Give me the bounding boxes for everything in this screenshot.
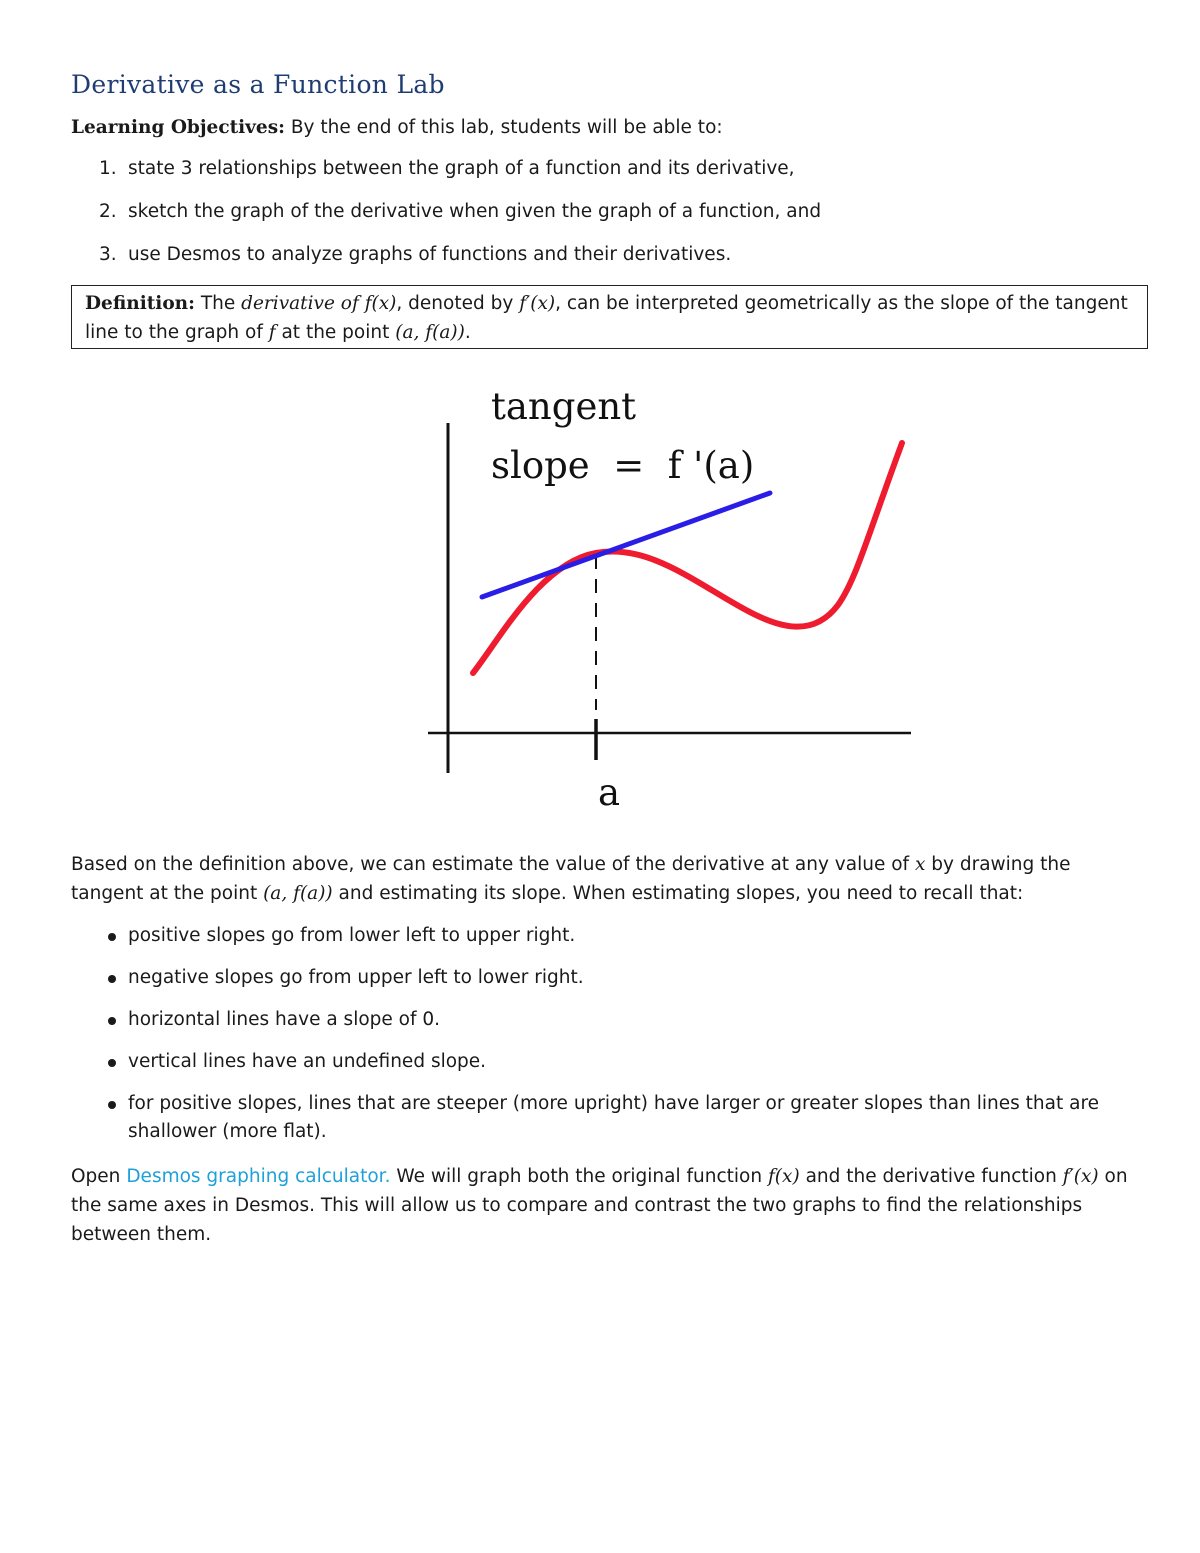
list-item xyxy=(71,964,1141,992)
list-item-text: vertical lines have an undefined slope. xyxy=(128,1051,487,1072)
paragraph-text: by drawing the tangent at the point xyxy=(71,854,1071,904)
tangent-line-diagram xyxy=(356,375,931,820)
math-f-prime-of-x: f′(x) xyxy=(1062,1166,1099,1187)
list-item-text: negative slopes go from upper left to lower right. xyxy=(128,967,584,988)
list-item-text: use Desmos to analyze graphs of functions and their derivatives. xyxy=(128,244,732,265)
paragraph-text: on the same axes in Desmos. This will allow us to compare and contrast the two graphs to find the relationships between them. xyxy=(71,1166,1128,1245)
bullet-icon xyxy=(108,1059,116,1067)
paragraph-text: We will graph both the original function xyxy=(396,1166,763,1187)
intro-paragraph xyxy=(71,850,1141,908)
bullet-icon xyxy=(108,1017,116,1025)
definition-text: , denoted by xyxy=(396,293,514,314)
math-x: x xyxy=(914,854,926,875)
objectives-list xyxy=(71,158,821,287)
definition-text: , can be interpreted geometrically as the slope of the tangent line to the graph of xyxy=(85,293,1128,343)
paragraph-text: Based on the definition above, we can estimate the value of the derivative at any value of xyxy=(71,854,910,875)
list-item-text: state 3 relationships between the graph of a function and its derivative, xyxy=(128,158,795,179)
list-item xyxy=(71,1090,1141,1146)
list-item xyxy=(71,1048,1141,1076)
definition-text: . xyxy=(464,322,471,343)
figure-label-slope: slope = f '(a) xyxy=(491,444,755,487)
math-point-a: (a, f(a)) xyxy=(263,883,333,904)
math-point-a: (a, f(a)) xyxy=(395,322,465,343)
slope-rules-list xyxy=(71,922,1141,1160)
list-item xyxy=(71,158,821,201)
list-item-text: sketch the graph of the derivative when given the graph of a function, and xyxy=(128,201,822,222)
bullet-icon xyxy=(108,975,116,983)
list-item-text: horizontal lines have a slope of 0. xyxy=(128,1009,441,1030)
definition-text: at the point xyxy=(281,322,390,343)
paragraph-text: Open xyxy=(71,1166,121,1187)
tangent-line-figure xyxy=(356,375,931,820)
desmos-calculator-link[interactable]: Desmos graphing calculator. xyxy=(126,1166,391,1187)
figure-label-tangent: tangent xyxy=(491,385,637,428)
list-item-number: 3. xyxy=(99,244,117,265)
definition-box xyxy=(71,285,1148,349)
bullet-icon xyxy=(108,933,116,941)
math-f-of-x: f(x) xyxy=(767,1166,800,1187)
axis-label-a: a xyxy=(597,771,621,814)
desmos-paragraph xyxy=(71,1162,1141,1249)
list-item xyxy=(71,922,1141,950)
tangent-line xyxy=(482,493,770,597)
definition-text: The xyxy=(200,293,236,314)
math-f-prime-of-x: f′(x) xyxy=(519,293,556,314)
paragraph-text: and estimating its slope. When estimating slopes, you need to recall that: xyxy=(338,883,1024,904)
definition-term: derivative of xyxy=(241,293,359,314)
paragraph-text: and the derivative function xyxy=(805,1166,1057,1187)
learning-objectives-intro xyxy=(71,117,723,138)
page-title: Derivative as a Function Lab xyxy=(71,70,445,99)
bullet-icon xyxy=(108,1101,116,1109)
list-item xyxy=(71,1006,1141,1034)
list-item xyxy=(71,244,821,287)
list-item-text: for positive slopes, lines that are steeper (more upright) have larger or greater slopes than lines that are shallower (more flat). xyxy=(128,1093,1100,1142)
list-item-number: 1. xyxy=(99,158,117,179)
list-item-number: 2. xyxy=(99,201,117,222)
math-f-of-x: f(x) xyxy=(364,293,397,314)
math-f: f xyxy=(268,322,276,343)
list-item-text: positive slopes go from lower left to upper right. xyxy=(128,925,576,946)
definition-label: Definition: xyxy=(85,293,195,314)
objectives-label: Learning Objectives: xyxy=(71,117,285,138)
objectives-intro-text: By the end of this lab, students will be able to: xyxy=(290,117,723,138)
list-item xyxy=(71,201,821,244)
